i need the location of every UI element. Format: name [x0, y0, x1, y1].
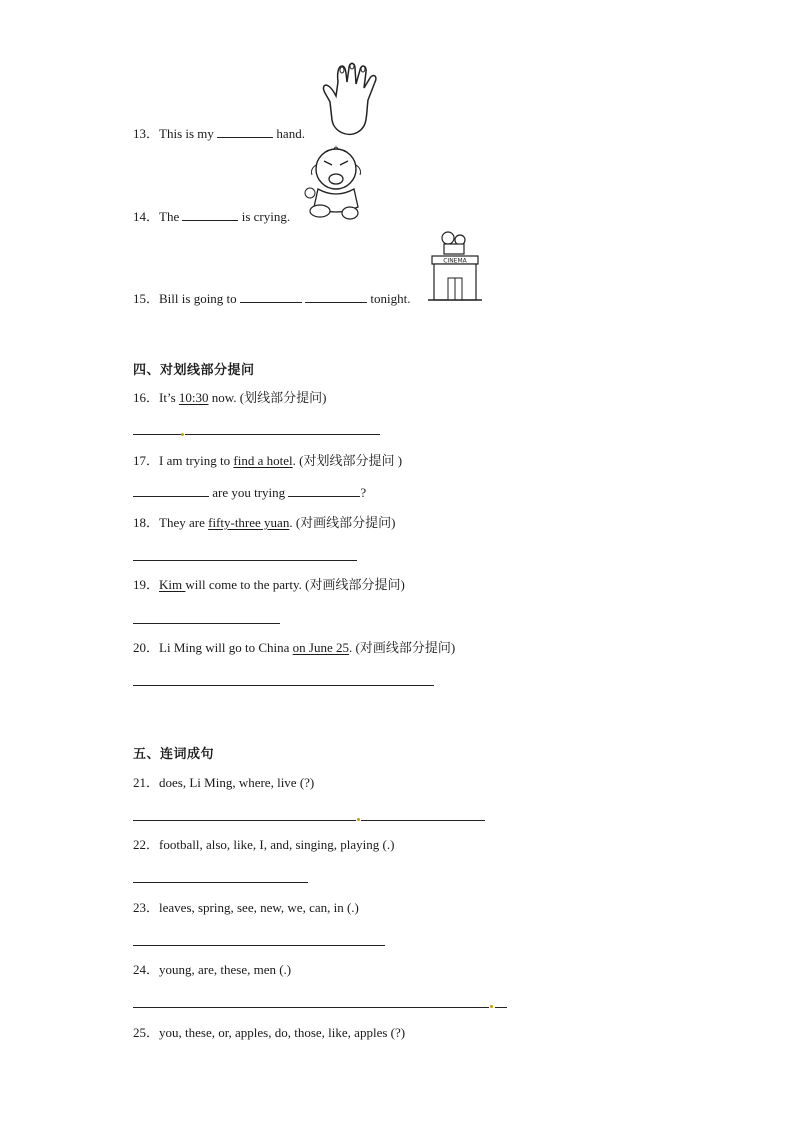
- question-17: [133, 453, 402, 469]
- question-text: is crying.: [241, 209, 291, 224]
- crying-baby-image: [302, 143, 374, 223]
- answer-blank[interactable]: [133, 484, 209, 497]
- question-number: 18．: [133, 515, 160, 530]
- question-text: does, Li Ming, where, live (?): [159, 775, 315, 790]
- answer-line[interactable]: [133, 434, 181, 435]
- question-16: [133, 390, 326, 406]
- answer-line[interactable]: [185, 434, 380, 435]
- answer-text: are you trying: [212, 485, 286, 500]
- answer-line[interactable]: [133, 945, 385, 946]
- section-4-title: 四、对划线部分提问: [133, 363, 255, 378]
- answer-line[interactable]: [133, 560, 357, 561]
- question-text: . (对画线部分提问): [289, 515, 396, 530]
- question-text: Li Ming will go to China: [159, 640, 293, 655]
- answer-line[interactable]: [133, 685, 434, 686]
- question-text: . (对划线部分提问 ): [292, 453, 403, 468]
- underlined-part: 10:30: [178, 390, 209, 405]
- question-18: [133, 515, 396, 531]
- question-number: 22．: [133, 837, 160, 852]
- question-text: I am trying to: [159, 453, 234, 468]
- underlined-part: fifty-three yuan: [208, 515, 290, 530]
- question-19: [133, 577, 405, 593]
- question-number: 13．: [133, 126, 160, 141]
- question-number: 23．: [133, 900, 160, 915]
- question-22: [133, 837, 394, 853]
- question-text: The: [159, 209, 180, 224]
- question-text: leaves, spring, see, new, we, can, in (.): [159, 900, 359, 915]
- question-number: 17．: [133, 453, 160, 468]
- answer-line[interactable]: [133, 820, 356, 821]
- underlined-part: find a hotel: [233, 453, 293, 468]
- question-text: you, these, or, apples, do, those, like, apples (?): [159, 1025, 406, 1040]
- question-24: [133, 962, 291, 978]
- question-number: 15．: [133, 291, 160, 306]
- answer-line[interactable]: [133, 882, 308, 883]
- separator-dot: [490, 1005, 493, 1008]
- question-text: . (对画线部分提问): [348, 640, 456, 655]
- question-14: [133, 208, 290, 225]
- question-21: [133, 775, 314, 791]
- question-23: [133, 900, 359, 916]
- question-20: [133, 640, 455, 656]
- question-text: will come to the party. (对画线部分提问): [185, 577, 405, 592]
- separator-dot: [357, 818, 360, 821]
- answer-blank[interactable]: [305, 290, 367, 303]
- question-13: [133, 125, 305, 142]
- question-number: 14．: [133, 209, 160, 224]
- question-number: 19．: [133, 577, 160, 592]
- question-number: 24．: [133, 962, 160, 977]
- underlined-part: Kim: [159, 577, 186, 592]
- question-number: 25．: [133, 1025, 160, 1040]
- answer-line[interactable]: [495, 1007, 507, 1008]
- answer-line[interactable]: [133, 623, 280, 624]
- question-text: It’s: [159, 390, 179, 405]
- answer-blank[interactable]: [182, 208, 238, 221]
- answer-blank[interactable]: [217, 125, 273, 138]
- question-number: 21．: [133, 775, 160, 790]
- question-text: This is my: [159, 126, 214, 141]
- question-text: hand.: [276, 126, 305, 141]
- question-15: [133, 290, 411, 307]
- question-text: young, are, these, men (.): [159, 962, 292, 977]
- answer-line[interactable]: [133, 1007, 489, 1008]
- answer-text: ?: [360, 485, 367, 500]
- cinema-label: CINEMA: [443, 257, 467, 265]
- question-25: [133, 1025, 405, 1041]
- answer-line[interactable]: [361, 820, 485, 821]
- question-text: now. (划线部分提问): [208, 390, 327, 405]
- question-text: Bill is going to: [159, 291, 237, 306]
- underlined-part: on June 25: [292, 640, 349, 655]
- question-text: They are: [159, 515, 209, 530]
- answer-blank[interactable]: [288, 484, 360, 497]
- section-5-title: 五、连词成句: [133, 747, 215, 762]
- answer-17: [133, 484, 366, 501]
- separator-dot: [181, 433, 184, 436]
- question-number: 16．: [133, 390, 160, 405]
- cinema-image: [428, 228, 482, 304]
- question-text: tonight.: [370, 291, 411, 306]
- hand-image: [318, 60, 394, 140]
- question-number: 20．: [133, 640, 160, 655]
- question-text: football, also, like, I, and, singing, playing (.): [159, 837, 395, 852]
- answer-blank[interactable]: [240, 290, 302, 303]
